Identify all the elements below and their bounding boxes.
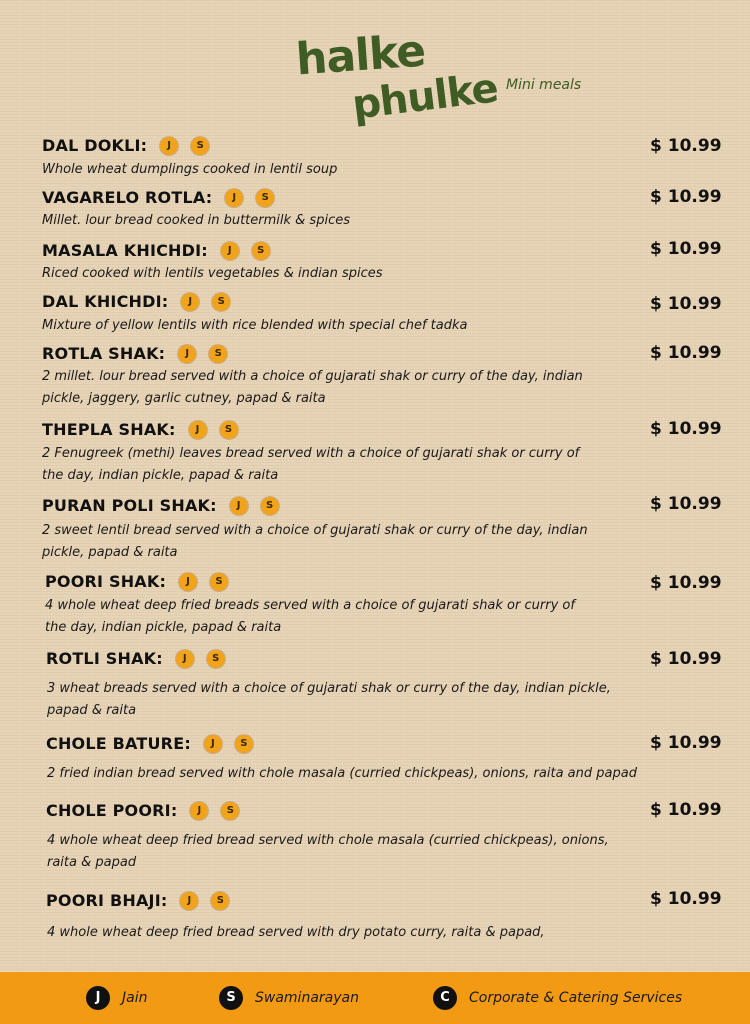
menu-item-description: 4 whole wheat deep fried bread served with dry potato curry, raita & papad, [47,925,545,940]
legend-label: Jain [122,990,148,1006]
legend-label: Swaminarayan [255,990,359,1006]
menu-item-name: PURAN POLI SHAK: J S [42,496,279,515]
legend-jain [86,986,147,1010]
jain-badge-icon: J [179,573,197,591]
jain-badge-icon: J [180,892,198,910]
jain-badge-icon: J [178,345,196,363]
catering-legend-icon: C [433,986,457,1010]
menu-item-description: 3 wheat breads served with a choice of gujarati shak or curry of the day, indian pickle, papad & raita [47,681,611,718]
menu-item-price: $ 10.99 [650,239,722,259]
legend-swaminarayan [219,986,359,1010]
menu-item-description: 2 millet. lour bread served with a choice of gujarati shak or curry of the day, indian pickle, jaggery, garlic cutney, papad & raita [42,369,583,406]
menu-item-price: $ 10.99 [650,419,722,439]
menu-item-name: DAL DOKLI: J S [42,136,209,155]
legend-label: Corporate & Catering Services [469,990,683,1006]
swaminarayan-badge-icon: S [235,735,253,753]
swaminarayan-legend-icon: S [219,986,243,1010]
swaminarayan-badge-icon: S [261,497,279,515]
legend-catering [433,986,682,1010]
menu-item-description: Whole wheat dumplings cooked in lentil soup [42,162,338,177]
menu-subtitle: Mini meals [506,77,582,93]
menu-item-description: 4 whole wheat deep fried bread served with chole masala (curried chickpeas), onions, raita & papad [47,833,609,870]
swaminarayan-badge-icon: S [256,189,274,207]
menu-item-name: ROTLI SHAK: J S [46,649,225,668]
swaminarayan-badge-icon: S [252,242,270,260]
menu-item-description: Mixture of yellow lentils with rice blended with special chef tadka [42,318,468,333]
menu-item-name: POORI SHAK: J S [45,572,228,591]
menu-item-name: POORI BHAJI: J S [46,891,229,910]
menu-item-description: 4 whole wheat deep fried breads served with a choice of gujarati shak or curry of the day, indian pickle, papad & raita [45,598,575,635]
menu-item-price: $ 10.99 [650,800,722,820]
swaminarayan-badge-icon: S [212,293,230,311]
swaminarayan-badge-icon: S [191,137,209,155]
legend-footer [0,972,750,1024]
swaminarayan-badge-icon: S [211,892,229,910]
menu-item-name: VAGARELO ROTLA: J S [42,188,274,207]
menu-item-name: CHOLE BATURE: J S [46,734,253,753]
menu-item-name: ROTLA SHAK: J S [42,344,227,363]
swaminarayan-badge-icon: S [207,650,225,668]
jain-badge-icon: J [230,497,248,515]
swaminarayan-badge-icon: S [209,345,227,363]
brand-title-line1: halke [294,25,427,86]
menu-item-price: $ 10.99 [650,889,722,909]
jain-legend-icon: J [86,986,110,1010]
menu-item-price: $ 10.99 [650,649,722,669]
menu-item-price: $ 10.99 [650,733,722,753]
swaminarayan-badge-icon: S [210,573,228,591]
jain-badge-icon: J [181,293,199,311]
menu-item-name: MASALA KHICHDI: J S [42,241,270,260]
menu-item-name: THEPLA SHAK: J S [42,420,238,439]
menu-item-price: $ 10.99 [650,494,722,514]
brand-title-line2: phulke [349,65,501,129]
jain-badge-icon: J [225,189,243,207]
menu-item-price: $ 10.99 [650,136,722,156]
menu-item-name: DAL KHICHDI: J S [42,292,230,311]
menu-item-name: CHOLE POORI: J S [46,801,239,820]
jain-badge-icon: J [189,421,207,439]
menu-item-description: 2 fried indian bread served with chole masala (curried chickpeas), onions, raita and papad [47,766,637,781]
jain-badge-icon: J [190,802,208,820]
jain-badge-icon: J [176,650,194,668]
menu-item-price: $ 10.99 [650,573,722,593]
swaminarayan-badge-icon: S [220,421,238,439]
menu-item-price: $ 10.99 [650,343,722,363]
jain-badge-icon: J [160,137,178,155]
menu-item-description: Riced cooked with lentils vegetables & indian spices [42,266,383,281]
menu-item-price: $ 10.99 [650,294,722,314]
menu-item-description: Millet. lour bread cooked in buttermilk & spices [42,213,350,228]
swaminarayan-badge-icon: S [221,802,239,820]
menu-item-description: 2 Fenugreek (methi) leaves bread served with a choice of gujarati shak or curry of the day, indian pickle, papad & raita [42,446,580,483]
jain-badge-icon: J [221,242,239,260]
menu-item-description: 2 sweet lentil bread served with a choice of gujarati shak or curry of the day, indian pickle, papad & raita [42,523,588,560]
jain-badge-icon: J [204,735,222,753]
menu-item-price: $ 10.99 [650,187,722,207]
